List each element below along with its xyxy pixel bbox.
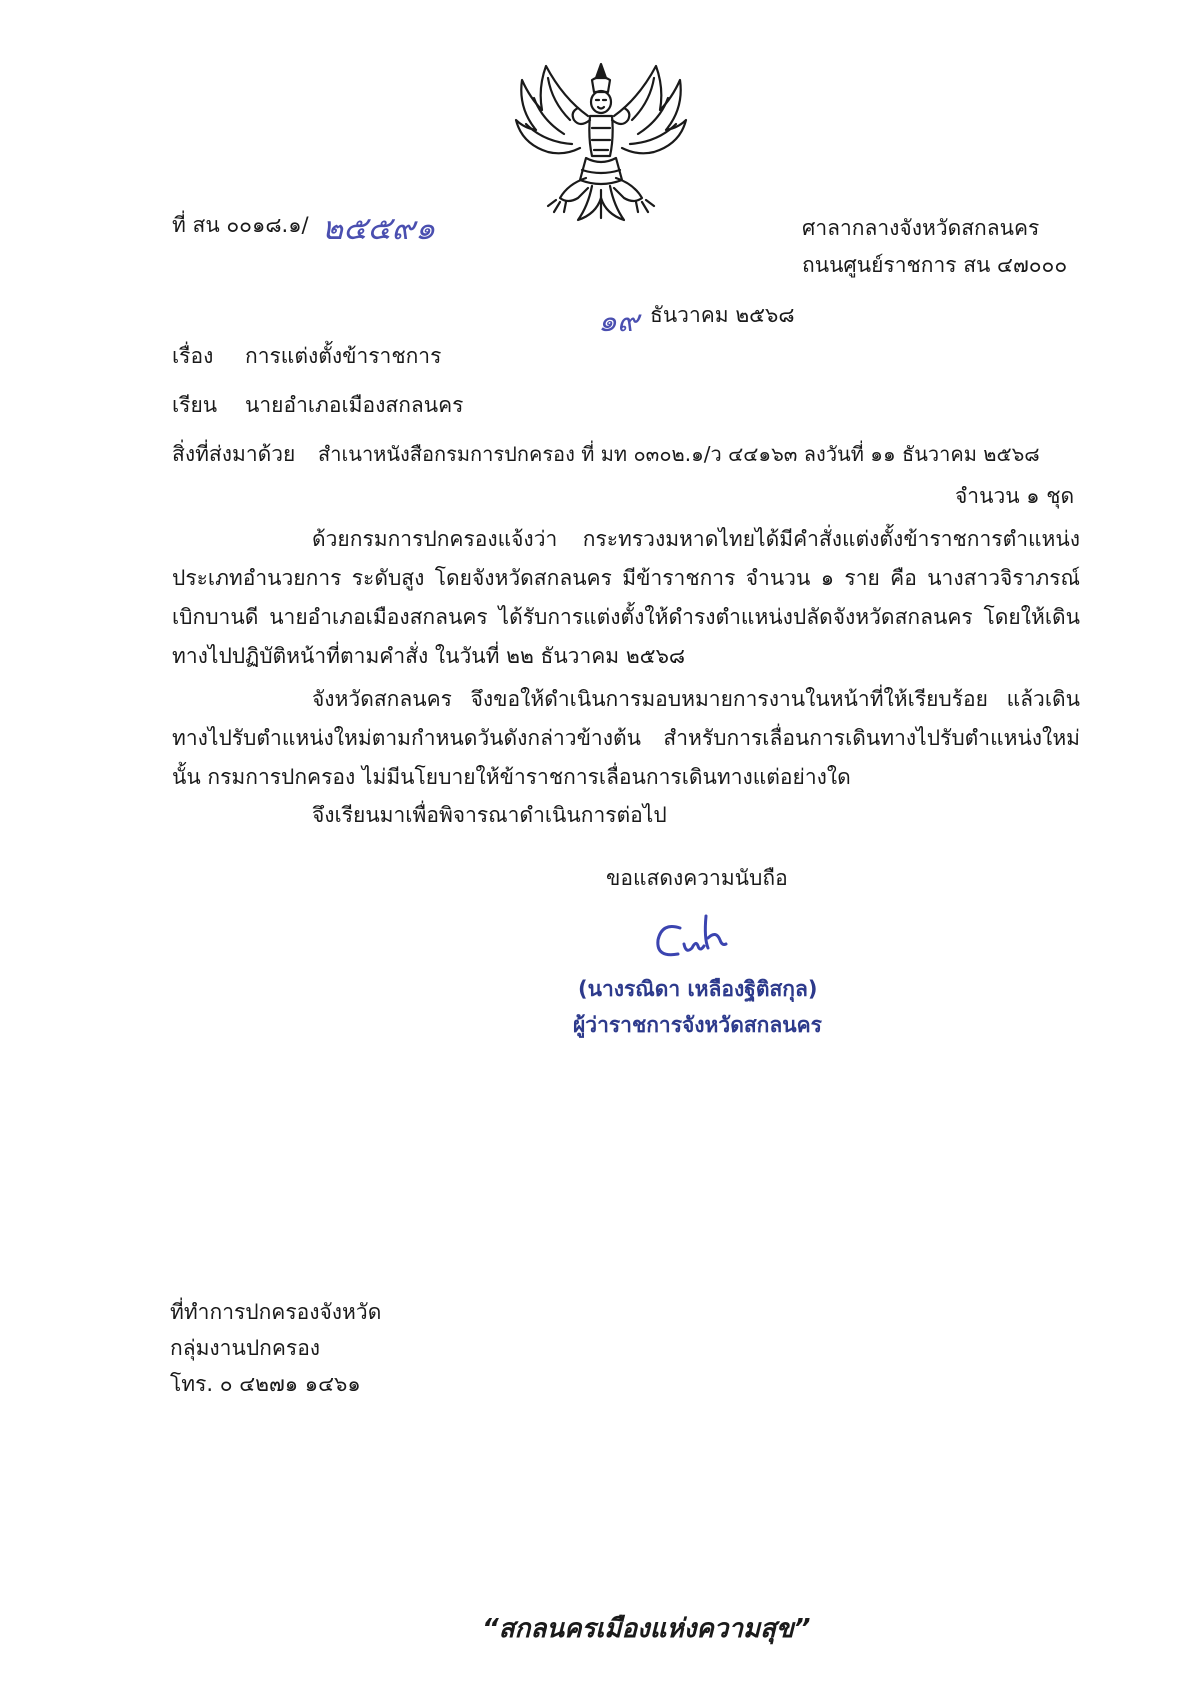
enclosure-value: สำเนาหนังสือกรมการปกครอง ที่ มท ๐๓๐๒.๑/ว ๔๔๑๖๓ ลงวันที่ ๑๑ ธันวาคม ๒๕๖๘: [318, 442, 1040, 466]
signer-title: ผู้ว่าราชการจังหวัดสกลนคร: [573, 1013, 822, 1037]
body-paragraph-3: จึงเรียนมาเพื่อพิจารณาดำเนินการต่อไป: [312, 803, 667, 827]
enclosure-quantity: จำนวน ๑ ชุด: [955, 484, 1075, 508]
subject-value: การแต่งตั้งข้าราชการ: [245, 344, 442, 368]
recipient-value: นายอำเภอเมืองสกลนคร: [245, 393, 464, 417]
subject-label: เรื่อง: [172, 344, 214, 368]
date-month-year: ธันวาคม ๒๕๖๘: [650, 303, 795, 327]
recipient-label: เรียน: [172, 393, 218, 417]
footer-phone: โทร. ๐ ๔๒๗๑ ๑๔๖๑: [170, 1372, 361, 1396]
address-line-1: ศาลากลางจังหวัดสกลนคร: [802, 216, 1040, 240]
body-paragraph-2: จังหวัดสกลนคร จึงขอให้ดำเนินการมอบหมายการงานในหน้าที่ให้เรียบร้อย แล้วเดินทางไปรับตำแหน่งใหม่ตามกำหนดวันดังกล่าวข้างต้น สำหรับการเลื่อนการเดินทางไปรับตำแหน่งใหม่นั้น กรมการปกครอง ไม่มีนโยบายให้ข้าราชการเลื่อนการเดินทางแต่อย่างใด: [172, 687, 1080, 789]
date-day-handwritten: ๑๙: [598, 304, 640, 339]
footer-office-line-2: กลุ่มงานปกครอง: [170, 1336, 321, 1360]
footer-office-line-1: ที่ทำการปกครองจังหวัด: [170, 1300, 382, 1324]
signer-name: (นางรณิดา เหลืองฐิติสกุล): [578, 977, 818, 1001]
enclosure-label: สิ่งที่ส่งมาด้วย: [172, 442, 296, 466]
handwritten-signature: [650, 908, 740, 968]
reference-number-label: ที่ สน ๐๐๑๘.๑/: [172, 213, 309, 237]
address-line-2: ถนนศูนย์ราชการ สน ๔๗๐๐๐: [802, 253, 1068, 277]
garuda-emblem: [508, 58, 694, 228]
motto: “สกลนครเมืองแห่งความสุข”: [482, 1614, 811, 1644]
body-paragraph-1: ด้วยกรมการปกครองแจ้งว่า กระทรวงมหาดไทยได้มีคำสั่งแต่งตั้งข้าราชการตำแหน่งประเภทอำนวยการ ระดับสูง โดยจังหวัดสกลนคร มีข้าราชการ จำนวน ๑ ราย คือ นางสาวจิราภรณ์ เบิกบานดี นายอำเภอเมืองสกลนคร ได้รับการแต่งตั้งให้ดำรงตำแหน่งปลัดจังหวัดสกลนคร โดยให้เดินทางไปปฏิบัติหน้าที่ตามคำสั่ง ในวันที่ ๒๒ ธันวาคม ๒๕๖๘: [172, 527, 1080, 668]
closing-salutation: ขอแสดงความนับถือ: [606, 866, 788, 890]
reference-number-handwritten: ๒๕๕๙๑: [322, 209, 436, 247]
